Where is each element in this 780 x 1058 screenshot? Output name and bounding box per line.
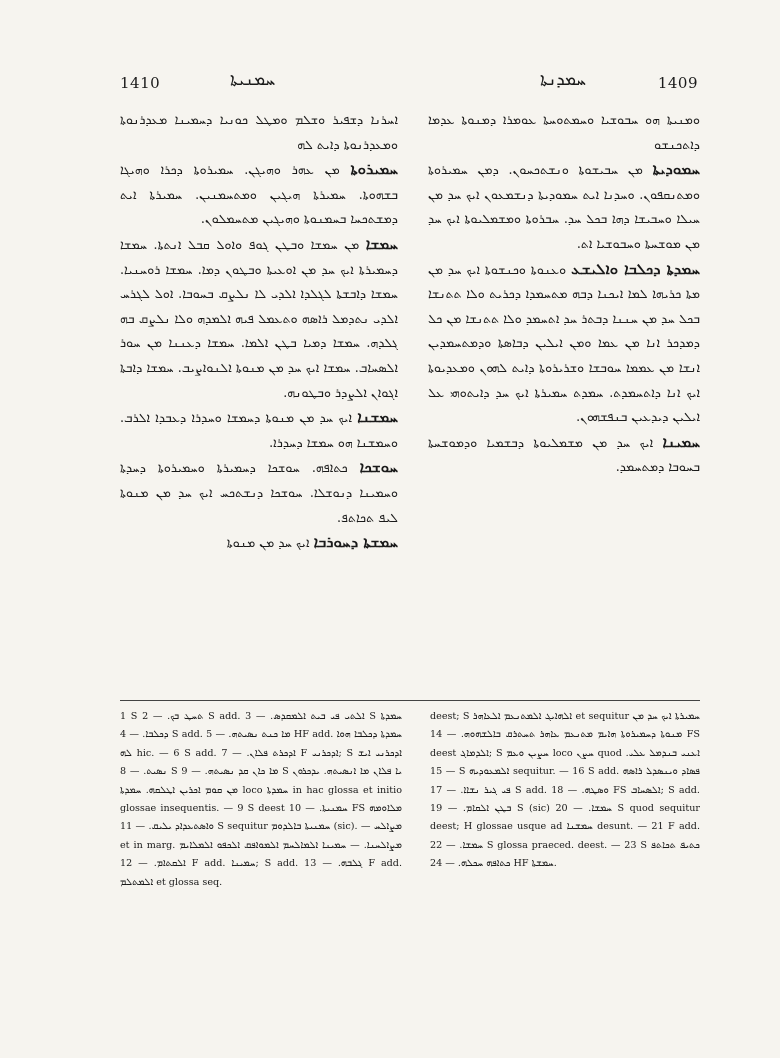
page-header: [120, 70, 698, 94]
lemma: ܚܡܝܪܘܬܐ: [350, 160, 398, 179]
lemma: ܚܡܘܕܝܬܐ: [652, 160, 700, 179]
footnotes-left: [120, 708, 402, 908]
page-number-right: 1409: [657, 74, 698, 92]
page-number-left: 1410: [120, 74, 161, 92]
right-intro: ܘܡܢܝܬܐ ܗܘ ܚܒܘܫܝܐ ܘܚܡܬܘܚܬܐ ܥܘܡܪܐ ܕܡܢܘܬܐ ܥܕܡܐ ܕܐܬܟܢܫܘ: [428, 112, 700, 152]
entry-text: ܡܢ ܚܒܝܫܘܬܐ ܘܢܫܬܟܚܘܢ. ܕܡܢ ܚܡܝܪܘܬܐ ܘܡܬܢܩܦܘܢ. ܘܚܕܢܐ ܐܝܬ ܚܡܘܕܝܬܐ ܕܢܫܡܥܘܢ ܐܝܟ ܚܕ ܡܢ ܚܝܠܐ ܘܚܒܝܫܐ ܕܗܐ ܒܟܠ ܚܕ. ܚܒܪܘܬܐ ܘܡܫܡܠܝܘܬܐ ܐܝܟ ܚܕ ܡܢ ܡܘܫܚܬܐ ܘܚܒܘܫܝܐ ܐܬ.: [428, 162, 700, 251]
right-entry-2: [428, 257, 700, 430]
lemma: ܚܡܝܢܐ: [662, 432, 700, 451]
entry-text: ܐܝܟ ܚܕ ܡܢ ܡܫܡܠܝܘܬܐ ܕܒܫܡܝܐ ܘܕܡܘܫܚܬܐ ܒܚܘܒܐ ܕܡܬܚܡܕ.: [428, 434, 700, 475]
lemma: ܚܘܫܟܐ: [359, 458, 398, 477]
entry-text: ܡܢ ܚܡܫܐ ܘܒܛܢ ܓܘܦ ܘܐܘܠ ܩܒܠ ܐܢܬܬܐ. ܚܡܫܐ ܕܚܡܝܪܬܐ ܐܝܟ ܚܕ ܡܢ ܐܘܥܝܬܐ ܘܒܛܘܢ ܕܡܐ. ܚܡܫܐ ܪܘܚܢܝܐ. ܚܡܫܐ ܕܐܒܫܬܐ ܠܓܠܕܐ ܐܠܕܝ ܠܐ ܢܠܨܩ ܒܚܘܒܐ. ܐܘܠ ܠܓܪܚ ܐܠܕܝ ܢܬܕܡܠ ܪܐܣܗ ܘܬܥܡܠ ܦܝܗ ܐܠܡܕܗ ܘܠܐ ܢܠܨܩ ܒܗ ܓܠܕܗ. ܚܡܫܐ ܕܡܝܐ ܒܛܢ ܐܠܡܐ. ܚܡܫܐ ܕܥܢܢܐ ܡܢ ܚܘܪ ܐܠܣܚܐܒ. ܚܡܫܐ ܐܝܟ ܚܕ ܡܢ ܡܢܘܬܐ ܐܠܢܘܐܨܝܒ. ܚܡܫܐ ܕܐܒܬܐ ܐܓܘܐܢ ܐܠܨܕܪ ܘܒܛܘܢܗ.: [120, 236, 398, 400]
running-head-right: ܚܡܕܢܬܐ: [540, 70, 586, 90]
lemma: ܚܡܕܬܐ ܕܟܠܒܐ ܘܐܠܝܫܥ: [571, 259, 700, 278]
entry-text: ܘܥܢܘܬܐ ܘܟܢܫܘܬܐ ܐܝܟ ܚܕ ܡܢ ܡܬܐ ܟܪܝܗܐ ܠܡܐ ܐܝܟܢܐ ܕܒܗ ܡܬܚܡܕܐ ܕܟܪܝܬ ܘܠܐ ܬܬܢܫܐ ܒܟܠ ܚܕ ܡܢ ܚܢܢܐ ܕܒܬܪ ܚܕ ܐܬܚܡܕ ܘܠܐ ܬܬܢܫܐ ܡܢ ܟܠ ܕܡܕܟܪ ܐܢܐ ܡܢ ܥܡܐ ܘܡܢ ܐܝܠܝܢ ܕܒܐܣܬܐ ܘܕܡܬܚܡܕܝܢ ܐܢܫܐ ܡܢ ܥܡܡܐ ܚܘܒܫܐ ܘܫܪܝܪܘܬܐ ܕܐܝܬ ܠܗܘܢ ܘܡܥܕܝܘܬܐ ܐܝܟ ܐܢܐ ܕܐܬܚܡܕܬ. ܚܡܕܬ ܚܡܝܪܬܐ ܐܝܟ ܚܕ ܕܐܝܬܘܗܝ ܥܠ ܐܝܠܝܢ ܕܝܕܥܝܢ ܒܢܦܫܗܘܢ.: [428, 261, 700, 425]
entry-text: ܐܝܟ ܚܕ ܡܢ ܡܢܘܬܐ ܕܚܡܫܐ ܘܚܕܪܐ ܕܥܒܕܐ ܐܠܪܒ. ܘܚܡܫܢܐ ܗܘ ܚܡܫܐ ܕܚܕܪܐ.: [120, 410, 398, 450]
left-entry-4: [120, 455, 398, 530]
lemma: ܚܡܫܐ: [365, 234, 398, 253]
right-column: [428, 108, 700, 698]
footnotes-right: [430, 708, 700, 908]
left-entry-2: [120, 232, 398, 405]
lemma: ܚܡܫܬܐ ܕܚܘܪܒܐ: [313, 533, 398, 552]
footnote-divider: [120, 700, 700, 701]
left-column: [120, 108, 398, 698]
entry-text: ܡܢ ܥܗܪ ܘܗܝܓܢ. ܚܡܝܪܘܬܐ ܕܟܪܐ ܘܗܝܓܐ ܒܫܗܘܬܐ. ܚܡܝܪܬܐ ܗܝܓܝܢ ܘܡܬܚܡܢܝܢ. ܚܡܝܪܬܐ ܐܝܬ ܕܡܫܬܟܚܐ ܒܚܡܢܘܬܐ ܘܗܝܓܝܢ ܡܬܚܡܠܘܢ.: [120, 162, 398, 227]
left-intro: ܐܚܪܢܐ ܕܫܦܝܪ ܘܫܠܡ ܘܡܛܠ ܟܘܢܝܐ ܕܚܡܝܢܐ ܡܥܕܪܢܘܬܐ ܘܡܥܕܪܢܘܬܐ ܕܐܝܬ ܠܗ: [120, 112, 398, 152]
lemma: ܚܡܫܢܐ: [357, 408, 398, 427]
entry-text: ܟܬܐܦܗ. ܚܘܫܟܐ ܕܚܡܝܪܬܐ ܘܚܡܝܪܘܬܐ ܕܚܕܬܐ ܘܚܡܝܢܐ ܕܢܘܫܠܐ. ܚܘܫܟܐ ܕܢܫܬܟܚ ܐܝܟ ܚܕ ܡܢ ܡܢܘܬܐ ܠܝܦ ܬܟܐܬܦ.: [120, 460, 398, 525]
running-head-left: ܚܡܢܝܬܐ: [230, 70, 276, 90]
left-entry-3: [120, 405, 398, 455]
left-entry-5: [120, 530, 398, 556]
right-entry-1: [428, 157, 700, 256]
entry-text: ܐܝܟ ܚܕ ܡܢ ܡܢܘܬܐ: [226, 535, 310, 551]
footnote-text: 1 S ܬܚܛ ܒܟ. — 2 S add. ܐܠܬܝ ܦܝ ܒܝܬ ܐܠܡܩܕܣ. — 3 S ܚܡܕܬܐ ܕܟܠܒܐ. — 4 S add. ܡܐ ܟܢܬ ܢܣܝܬܗ. — 5 HF add. ܚܡܕܬܐ ܕܟܠܒܐ ܗܘܐ ܠܗ hic. — 6 S add. ܐܕܟܪܬ ܦܠܐܢ. — 7 F ܐܕܟܪܢܝ; S ܐܕܟܪܢܝ ܐܝܫ ܢܣܝܬ. — 8 S ܡܐ ܟܐܢ ܩܕ ܢܣܝܬܗ. — 9 S ܝܐ ܦܠܐܢ ܡܐ ܐܢܣܝܬܗ. ܝܕܟܪܘܢ ܡܢ ܩܘܡ ܐܟܪܝܢ ܐܛܠܩܗ. ܚܡܕܬܐ loco ܚܡܕܬܐ in hac glossa et initio glossae insequentis. — 9 S deest ܚܡܢܝܬܐ. — 10 FS ܡܠܐܘܡܗ ܘܐܣܬܥܕܐܕ ܝܠܝܩ. — 11 S sequitur ܚܡܢܝܬܐ ܒܐܠܕܘܡ (sic). — ܡܨܐܠܚ et in marg. ܡܨܐܠܚܢܐ. — ܚܡܝܢܐ ܐܠܡܐܠܚܡ ܐܠܡܘܐܦܩ ܐܠܟܦܘ ܐܠܡܠܐܝܡ ܐܠܩܬܐܡ. — 12 F add. ܚܡܝܢܐ; S add. ܓܠܒܗ. — 13 F add. ܐܠܡܬܠܡ et glossa seq.: [120, 711, 402, 888]
left-entry-1: [120, 157, 398, 232]
right-entry-3: [428, 430, 700, 480]
footnote-text: deest; S ܐܠܗܐܝܓ ܐܠܡܬܢܥܡ ܐܠܥܐܗܪ et sequitur ܚܡܝܪܬܐ ܐܝܟ ܚܕ ܡܢ ܡܢܘܬܐ ܕܚܡܝܪܘܬܐ ܗܐܝܡ ܡܬܢܥܡ ܥܐܗܪ ܬܚܬܪܩ ܒܐܠܫܗܘܗ. — 14 FS deest ܐܠܕܡܐܓ; S ܚܨܝܢ ܘܥܡ loco ܚܨܢ quod ܐܥܢܝ ܒܢܕܡܠ ܥܠܝ. — 15 S ܐܠܡܥܘܕܝܗ sequitur. — 16 S add. ܦܣܐܕ ܘܝܢܣܕܠ ܪܐܣܗ ܦܝ ܓܝܪ ܢܫܐܐ. — 17 S add. ܘܣܛܗ. — 18 FS ܐܠܣܚܐܒ; S add. ܒܛܢ ܐܠܩܐܡ. — 19 S (sic) ܚܡܫܐ. — 20 S quod sequitur deest; H glossae usque ad ܚܡܫܢܐ desunt. — 21 F add. ܚܡܫܐ. — 22 S glossa praeced. deest. — 23 S ܟܬܝܦ ܬܟܐܬܦ ܟܬܐܦܗ ܚܟܠܗ. — 24 HF ܚܡܫܬܐ.: [430, 711, 700, 870]
